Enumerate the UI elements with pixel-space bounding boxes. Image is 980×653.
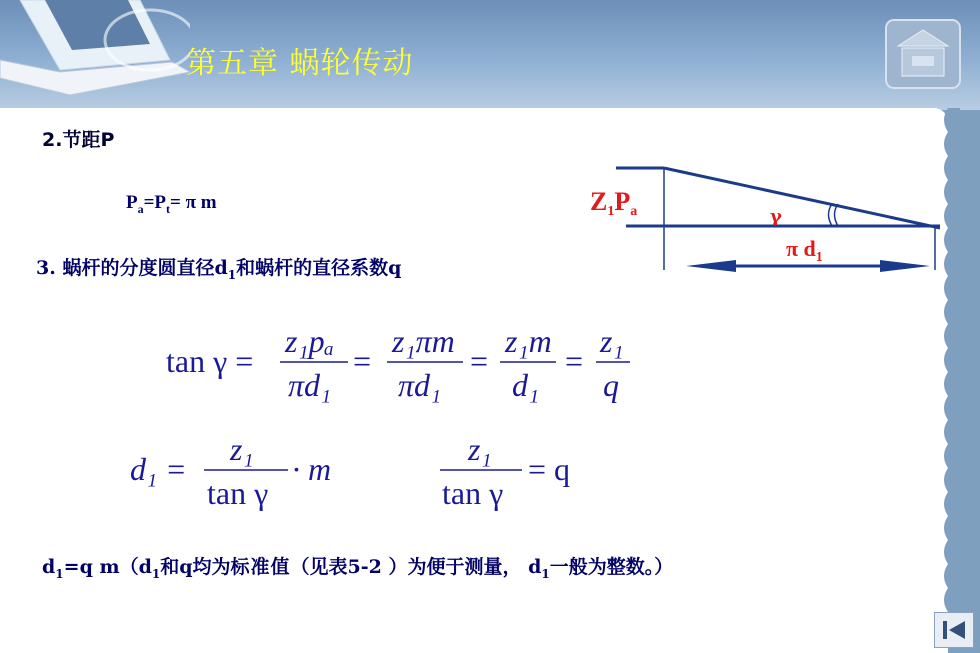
lead-angle-diagram [580, 160, 940, 280]
first-slide-icon [935, 613, 973, 647]
svg-text:Z1Pa: Z1Pa [590, 187, 638, 219]
svg-text:· m: · m [292, 451, 332, 487]
standard-value-emphasis: 标准值 [230, 556, 291, 578]
svg-text:z₁pₐ: z₁pₐ [285, 323, 334, 359]
note-text: $d_1=q$ $m(d_1$和q均为标准值（见表5-2 ）为便于测量， $d_1$一般为整数。） [42, 556, 674, 581]
math-formulas [0, 300, 940, 530]
svg-text:=: = [353, 343, 372, 379]
pitch-formula: $P_a=P_t= \pi$ m [126, 192, 217, 216]
svg-text:= q: = q [528, 451, 571, 487]
header-banner [0, 0, 980, 110]
svg-text:tan γ =: tan γ = [166, 343, 254, 379]
svg-text:=: = [470, 343, 489, 379]
svg-text:z₁: z₁ [230, 431, 254, 467]
svg-text:πd₁: πd₁ [398, 367, 442, 403]
university-emblem-icon [880, 6, 966, 92]
svg-text:q: q [603, 367, 619, 403]
laptop-icon [0, 0, 190, 100]
section-diameter-heading: 3. 蜗杆的分度圆直径$d_1$和蜗杆的直径系数q [36, 257, 402, 282]
svg-text:d₁ =: d₁ = [130, 451, 187, 487]
svg-text:π d1: π $d_1$ [786, 236, 823, 265]
svg-text:πd₁: πd₁ [288, 367, 332, 403]
chapter-title: 第五章 蜗轮传动 [186, 46, 414, 81]
svg-text:d₁: d₁ [512, 367, 540, 403]
svg-text:z₁πm: z₁πm [392, 323, 455, 359]
svg-text:=: = [565, 343, 584, 379]
svg-text:tan γ: tan γ [207, 475, 269, 511]
section-pitch-heading: 2.节距P [42, 129, 115, 151]
svg-text:tan γ: tan γ [442, 475, 504, 511]
svg-text:γ: γ [770, 206, 782, 227]
svg-text:z₁: z₁ [600, 323, 624, 359]
svg-text:z₁: z₁ [468, 431, 492, 467]
first-slide-button[interactable] [934, 612, 974, 648]
svg-text:z₁m: z₁m [505, 323, 552, 359]
